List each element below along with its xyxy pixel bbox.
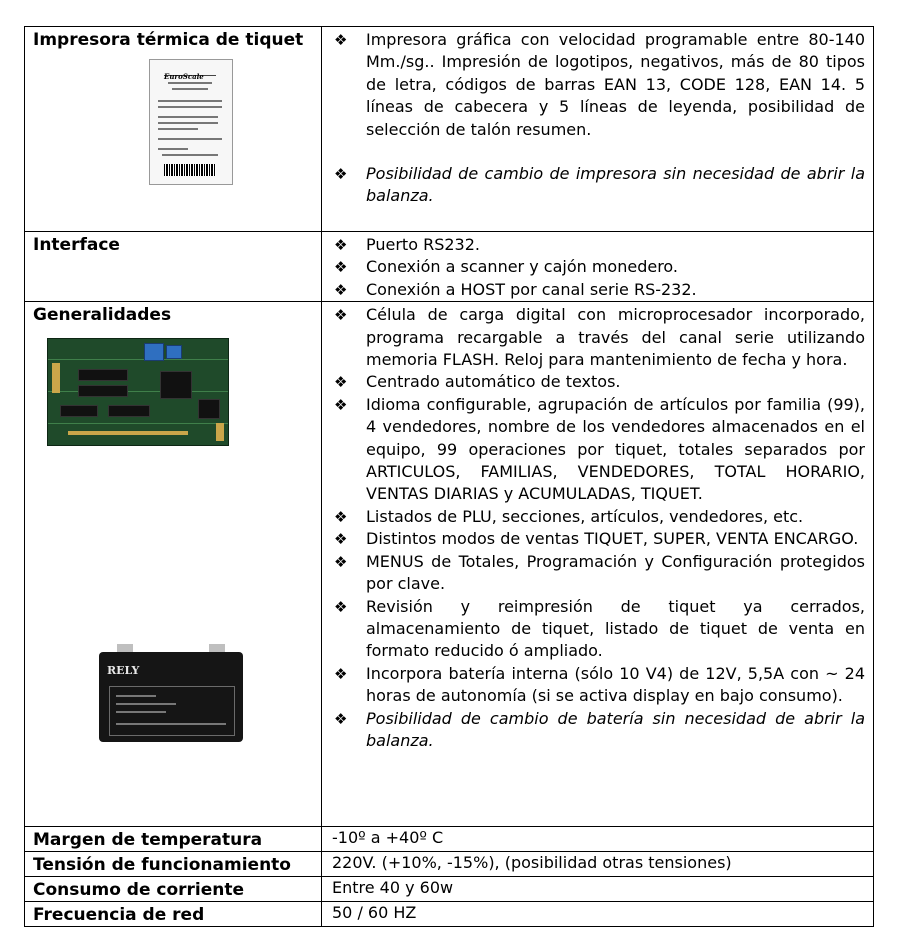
general-label: Generalidades <box>33 305 172 326</box>
bullet-icon: ❖ <box>334 280 348 299</box>
temperature-label: Margen de temperatura <box>25 827 322 852</box>
list-item: ❖ Incorpora batería interna (sólo 10 V4) de 12V, 5,5A con ~ 24 horas de autonomía (si se activa display en bajo consumo). <box>334 663 865 706</box>
list-item: ❖ Posibilidad de cambio de batería sin necesidad de abrir la balanza. <box>334 708 865 750</box>
interface-label: Interface <box>33 235 120 255</box>
list-item: ❖ Impresora gráfica con velocidad programable entre 80-140 Mm./sg.. Impresión de logotipos, negativos, más de 80 tipos de letra, códigos de barras EAN 13, CODE 128, EAN 14. 5 líneas de cabecera y 5 líneas de leyenda, posibilidad de selección de talón resumen. <box>334 30 865 139</box>
printer-italic-bullets <box>332 163 865 208</box>
row-general <box>25 302 874 827</box>
list-item: ❖ Revisión y reimpresión de tiquet ya cerrados, almacenamiento de tiquet, listado de tiquet de venta en formato reducido ó ampliado. <box>334 596 865 661</box>
battery-brand: RELY <box>107 664 140 678</box>
voltage-value: 220V. (+10%, -15%), (posibilidad otras tensiones) <box>322 852 874 877</box>
printer-bullets <box>332 29 865 141</box>
spec-table <box>24 26 874 927</box>
frequency-value: 50 / 60 HZ <box>322 902 874 927</box>
list-item: ❖ Conexión a scanner y cajón monedero. <box>332 256 865 278</box>
row-voltage <box>25 852 874 877</box>
bullet-icon: ❖ <box>334 31 348 49</box>
circuit-board-image <box>47 338 229 446</box>
row-temperature <box>25 827 874 852</box>
label-cell <box>25 27 322 232</box>
interface-content <box>322 232 874 302</box>
barcode-icon <box>164 164 216 176</box>
general-bullets <box>332 304 865 752</box>
general-content <box>322 302 874 827</box>
voltage-label: Tensión de funcionamiento <box>25 852 322 877</box>
temperature-value: -10º a +40º C <box>322 827 874 852</box>
bullet-icon: ❖ <box>334 664 348 683</box>
bullet-icon: ❖ <box>334 597 348 616</box>
list-item: ❖ Célula de carga digital con microprocesador incorporado, programa recargable a través del canal serie utilizando memoria FLASH. Reloj para mantenimiento de fecha y hora. <box>334 305 865 370</box>
bullet-icon: ❖ <box>334 258 348 277</box>
list-item: ❖ Puerto RS232. <box>332 234 865 256</box>
list-item: ❖ MENUS de Totales, Programación y Configuración protegidos por clave. <box>334 551 865 594</box>
row-interface <box>25 232 874 302</box>
consumption-value: Entre 40 y 60w <box>322 877 874 902</box>
consumption-label: Consumo de corriente <box>25 877 322 902</box>
interface-bullets <box>332 234 865 301</box>
row-printer <box>25 27 874 232</box>
printer-label: Impresora térmica de tiquet <box>33 30 304 50</box>
list-item: ❖ Posibilidad de cambio de impresora sin necesidad de abrir la balanza. <box>334 164 865 206</box>
receipt-logo: EuroScale <box>164 66 216 76</box>
list-item: ❖ Distintos modos de ventas TIQUET, SUPER, VENTA ENCARGO. <box>332 528 865 550</box>
bullet-icon: ❖ <box>334 709 348 728</box>
printer-content <box>322 27 874 232</box>
battery-image <box>99 642 243 742</box>
receipt-image <box>149 59 233 185</box>
bullet-icon: ❖ <box>334 306 348 325</box>
label-cell <box>25 302 322 827</box>
bullet-icon: ❖ <box>334 507 348 526</box>
bullet-icon: ❖ <box>334 395 348 414</box>
bullet-icon: ❖ <box>334 373 348 392</box>
bullet-icon: ❖ <box>334 236 348 254</box>
label-cell <box>25 232 322 302</box>
list-item: ❖ Centrado automático de textos. <box>332 371 865 393</box>
bullet-icon: ❖ <box>334 165 348 184</box>
bullet-icon: ❖ <box>334 552 348 571</box>
bullet-icon: ❖ <box>334 530 348 549</box>
row-consumption <box>25 877 874 902</box>
frequency-label: Frecuencia de red <box>25 902 322 927</box>
list-item: ❖ Listados de PLU, secciones, artículos, vendedores, etc. <box>332 506 865 528</box>
row-frequency <box>25 902 874 927</box>
list-item: ❖ Conexión a HOST por canal serie RS-232. <box>332 279 865 301</box>
list-item: ❖ Idioma configurable, agrupación de artículos por familia (99), 4 vendedores, nombre de los vendedores almacenados en el equipo, 99 operaciones por tiquet, totales separados por ARTICULOS, FAMILIAS, VENDEDORES, TOTAL HORARIO, VENTAS DIARIAS y ACUMULADAS, TIQUET. <box>334 394 865 504</box>
